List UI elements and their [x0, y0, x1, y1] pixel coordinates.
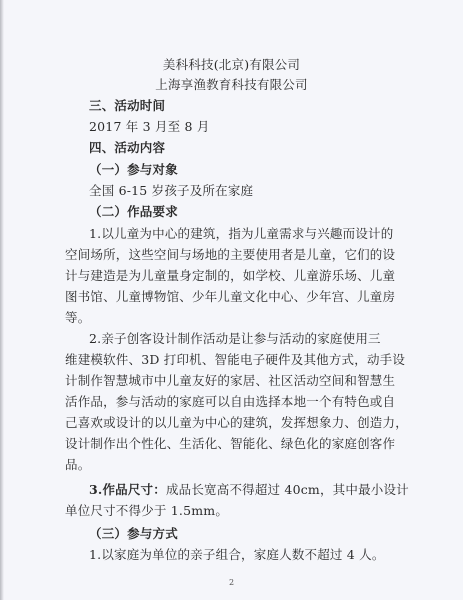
sub3-heading: （三）参与方式 — [89, 526, 178, 541]
p1-line: 计与建造是为儿童量身定制的，如学校、儿童游乐场、儿童 — [65, 268, 396, 283]
p2-line: 己喜欢或设计的以儿童为中心的建筑，发挥想象力、创造力， — [65, 415, 408, 430]
section3-text: 2017 年 3 月至 8 月 — [89, 119, 210, 134]
p2-line: 计制作智慧城市中儿童友好的家居、社区活动空间和智慧生 — [65, 373, 396, 388]
p2-line: 维建模软件、3D 打印机、智能电子硬件及其他方式，动手设 — [65, 352, 406, 367]
p3-lead: 3.作品尺寸： — [89, 482, 166, 497]
p3-line — [89, 482, 409, 498]
p2-line: 2.亲子创客设计制作活动是让参与活动的家庭使用三 — [89, 331, 381, 346]
p1-line: 图书馆、儿童博物馆、少年儿童文化中心、少年宫、儿童房 — [65, 289, 396, 304]
page-number: 2 — [228, 578, 235, 587]
sub2-heading: （二）作品要求 — [89, 204, 178, 219]
org-name-1: 美科科技(北京)有限公司 — [162, 57, 301, 72]
p3-line-2: 单位尺寸不得少于 1.5mm。 — [65, 503, 229, 518]
p2-line: 品。 — [65, 457, 91, 472]
p2-line: 设计制作出个性化、生活化、智能化、绿色化的家庭创客作 — [65, 436, 396, 451]
sub1-text: 全国 6-15 岁孩子及所在家庭 — [89, 183, 254, 198]
p1-line: 1.以儿童为中心的建筑，指为儿童需求与兴趣而设计的 — [89, 226, 394, 241]
section3-heading: 三、活动时间 — [89, 98, 166, 113]
p1-line: 等。 — [65, 310, 91, 325]
org-name-2: 上海享渔教育科技有限公司 — [155, 77, 308, 92]
sub3-p1: 1.以家庭为单位的亲子组合，家庭人数不超过 4 人。 — [89, 547, 385, 562]
sub1-heading: （一）参与对象 — [89, 162, 178, 177]
p2-line: 活作品，参与活动的家庭可以自由选择本地一个有特色或自 — [65, 394, 396, 409]
p1-line: 空间场所，这些空间与场地的主要使用者是儿童，它们的设 — [65, 247, 396, 262]
section4-heading: 四、活动内容 — [89, 140, 166, 155]
p3-rest: 成品长宽高不得超过 40cm，其中最小设计 — [165, 482, 409, 497]
